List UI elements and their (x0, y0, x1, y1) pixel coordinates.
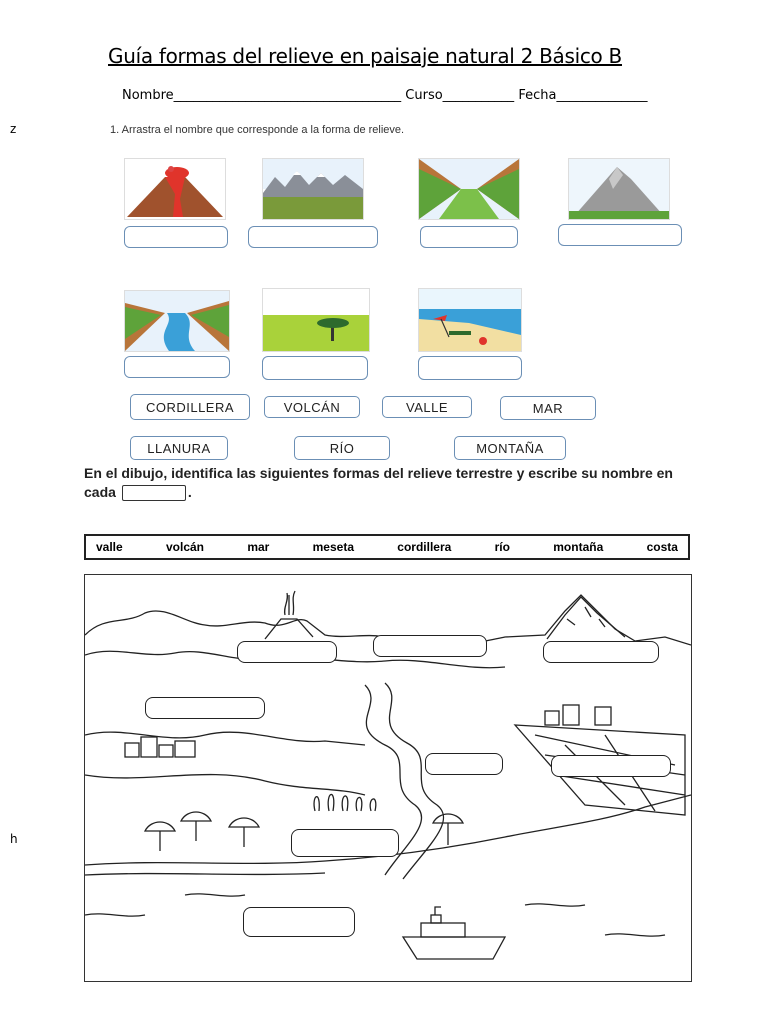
student-info-line (122, 88, 647, 103)
volcano-picture (124, 158, 226, 220)
margin-mark-h: h (10, 832, 18, 846)
margin-mark-z: z (10, 122, 17, 136)
word-bank-rio: río (494, 540, 510, 554)
word-bank-montana: montaña (553, 540, 604, 554)
scene-answer-box-5[interactable] (425, 753, 503, 775)
word-bank-volcan: volcán (166, 540, 205, 554)
word-chip-mar[interactable]: MAR (500, 396, 596, 420)
word-chip-volcan[interactable]: VOLCÁN (264, 396, 360, 418)
landscape-drawing (84, 574, 692, 982)
scene-answer-box-6[interactable] (551, 755, 671, 777)
course-field[interactable]: Curso___________ (405, 88, 515, 103)
name-field[interactable]: Nombre___________________________________ (122, 88, 402, 103)
word-bank-mar: mar (247, 540, 270, 554)
scene-answer-box-2[interactable] (373, 635, 487, 657)
page-title: Guía formas del relieve en paisaje natural 2 Básico B (108, 44, 622, 68)
answer-box-3[interactable] (420, 226, 518, 248)
answer-box-4[interactable] (558, 224, 682, 246)
scene-answer-box-3[interactable] (543, 641, 659, 663)
word-bank-costa: costa (646, 540, 678, 554)
word-bank-valle: valle (96, 540, 123, 554)
scene-answer-box-7[interactable] (291, 829, 399, 857)
date-field[interactable]: Fecha______________ (518, 88, 648, 103)
exercise2-instruction-end: . (187, 484, 192, 500)
word-chip-cordillera[interactable]: CORDILLERA (130, 394, 250, 420)
scene-answer-box-8[interactable] (243, 907, 355, 937)
example-answer-box (122, 485, 186, 501)
exercise2-instruction (84, 464, 704, 502)
word-chip-valle[interactable]: VALLE (382, 396, 472, 418)
mountain-range-picture (262, 158, 364, 220)
exercise1-instruction: 1. Arrastra el nombre que corresponde a la forma de relieve. (110, 124, 405, 136)
answer-box-7[interactable] (418, 356, 522, 380)
answer-box-5[interactable] (124, 356, 230, 378)
plain-picture (262, 288, 370, 352)
river-picture (124, 290, 230, 352)
word-chip-rio[interactable]: RÍO (294, 436, 390, 460)
answer-box-6[interactable] (262, 356, 368, 380)
exercise2-instruction-text: En el dibujo, identifica las siguientes formas del relieve terrestre y escribe su nombre en cada (84, 465, 673, 500)
word-bank-cordillera: cordillera (397, 540, 452, 554)
scene-answer-box-4[interactable] (145, 697, 265, 719)
word-bank (84, 534, 690, 560)
sea-picture (418, 288, 522, 352)
valley-picture (418, 158, 520, 220)
word-chip-llanura[interactable]: LLANURA (130, 436, 228, 460)
answer-box-1[interactable] (124, 226, 228, 248)
word-bank-meseta: meseta (312, 540, 354, 554)
mountain-picture (568, 158, 670, 220)
answer-box-2[interactable] (248, 226, 378, 248)
word-chip-montana[interactable]: MONTAÑA (454, 436, 566, 460)
scene-answer-box-1[interactable] (237, 641, 337, 663)
